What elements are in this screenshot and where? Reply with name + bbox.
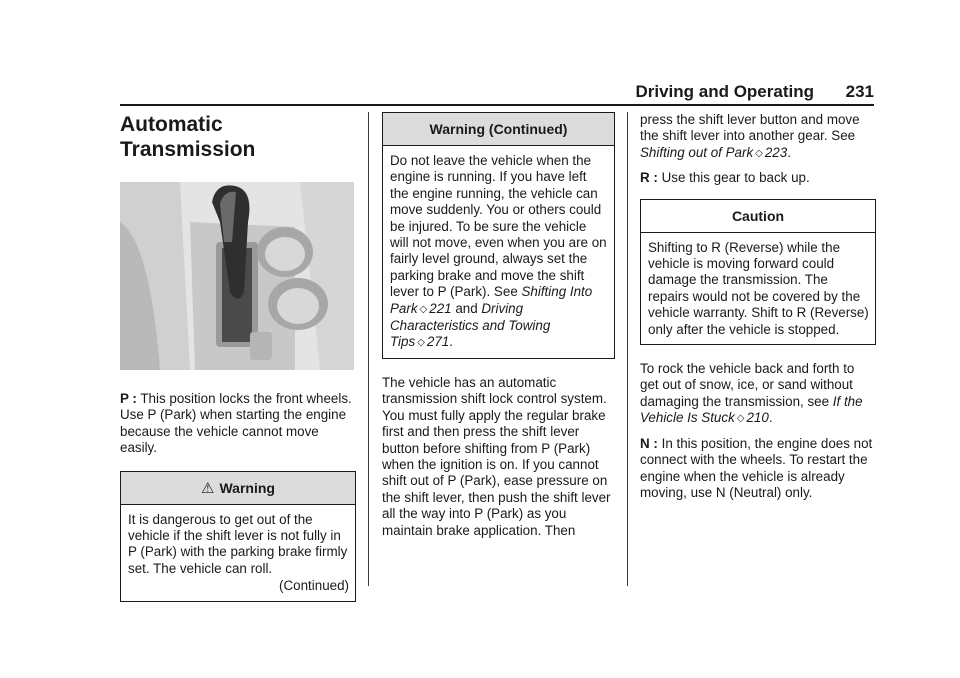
page-reference-icon: ◇ [755, 147, 763, 159]
warning-continued-body: Do not leave the vehicle when the engine is running. If you have left the engine running, the vehicle can move suddenly. You or others could be injured. To be sure the vehicle will not move, even when you are on fairly level ground, always set the parking brake and move the shift lever to P (Park). See Shifting Into Park ◇ 221 and Driving Characteristics and Towing Tips ◇ 271. [390, 153, 607, 350]
neutral-label: N : [640, 435, 658, 451]
section-title-header: Driving and Operating [635, 82, 814, 101]
page-reference-icon: ◇ [419, 303, 428, 315]
column-divider-left [368, 112, 369, 586]
page-reference-icon: ◇ [417, 337, 425, 349]
warning-continued-box [382, 112, 615, 359]
reverse-text: Use this gear to back up. [661, 170, 810, 186]
warning-title: Warning [219, 479, 275, 496]
warning-box [120, 471, 356, 602]
shift-lock-paragraph: The vehicle has an automatic transmission shift lock control system. You must fully apply the regular brake first and then press the shift lever button before shifting from P (Park) when the ignition is on. If you cannot shift out of P (Park), ease pressure on the shift lever, then push the shift lever all the way into P (Park) as you maintain brake application. Then [382, 374, 611, 538]
caution-header: Caution [641, 200, 875, 233]
rock-vehicle-paragraph: To rock the vehicle back and forth to get out of snow, ice, or sand without damaging the transmission, see If the Vehicle Is Stuck ◇ 210. [640, 361, 863, 426]
park-label: P : [120, 391, 137, 406]
park-text: This position locks the front wheels. Use P (Park) when starting the engine because the vehicle cannot move easily. [120, 391, 352, 456]
continued-label: (Continued) [279, 578, 349, 594]
column-3 [640, 112, 876, 509]
link-if-vehicle-stuck[interactable]: If the Vehicle Is Stuck [640, 393, 863, 426]
column-2 [382, 112, 615, 547]
column-1 [120, 112, 356, 602]
page-header [120, 80, 874, 104]
link-driving-characteristics[interactable]: Driving Characteristics and Towing Tips [390, 300, 551, 350]
caution-body: Shifting to R (Reverse) while the vehicle is moving forward could damage the transmission. The repairs would not be covered by the vehicle warranty. Shift to R (Reverse) only after the vehicle is stopped. [648, 239, 869, 337]
page-title: Automatic Transmission [120, 113, 256, 161]
header-rule [120, 104, 874, 106]
continued-paragraph: press the shift lever button and move the shift lever into another gear. See Shifting out of Park ◇ 223. [640, 112, 860, 160]
reverse-label: R : [640, 170, 658, 186]
shift-lever-photo [120, 182, 354, 370]
park-description [120, 391, 356, 457]
warning-header [121, 472, 355, 505]
link-shifting-out-of-park[interactable]: Shifting out of Park [640, 144, 754, 160]
page-reference-icon: ◇ [736, 413, 745, 425]
warning-triangle-icon: ⚠ [201, 479, 215, 497]
warning-continued-header: Warning (Continued) [383, 113, 614, 146]
reverse-description [640, 170, 876, 186]
link-shifting-into-park[interactable]: Shifting Into Park [390, 284, 593, 316]
caution-box [640, 199, 876, 345]
neutral-text: In this position, the engine does not connect with the wheels. To restart the engine when the vehicle is already moving, use N (Neutral) only. [640, 435, 873, 500]
neutral-description [640, 436, 876, 502]
page-number: 231 [845, 82, 874, 101]
column-divider-right [627, 112, 628, 586]
warning-body: It is dangerous to get out of the vehicle if the shift lever is not fully in P (Park) with the parking brake firmly set. The vehicle can roll. [128, 511, 348, 576]
